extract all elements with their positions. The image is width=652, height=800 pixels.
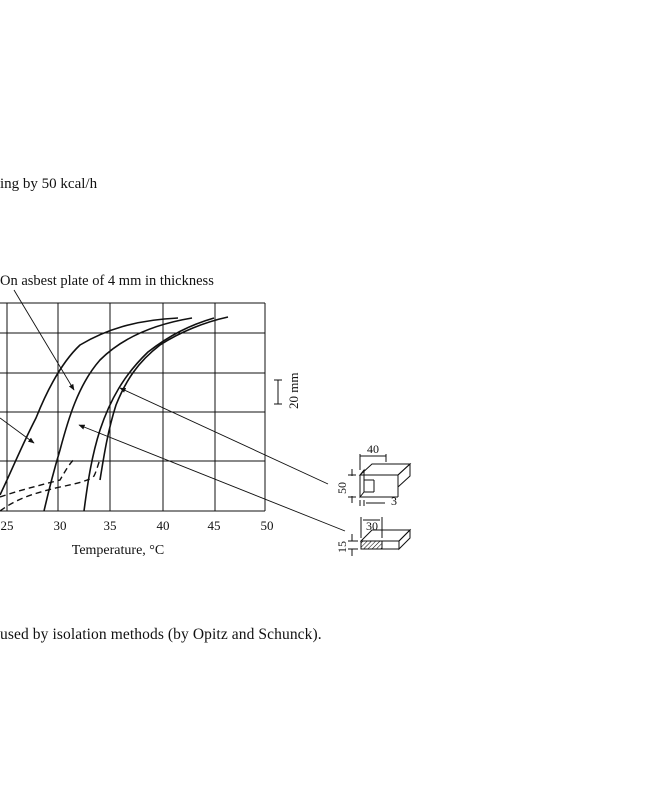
channel-profile-sketch — [348, 454, 410, 506]
channel-width-label: 40 — [367, 442, 379, 456]
plate-profile-sketch — [348, 517, 410, 556]
scale-bar-label: 20 mm — [286, 372, 301, 409]
x-tick-label: 25 — [0, 518, 14, 533]
plate-width-label: 30 — [366, 519, 378, 533]
channel-height-label: 50 — [335, 482, 349, 494]
channel-wall-label: 3 — [391, 494, 397, 508]
plate-profile-leader — [79, 425, 345, 531]
plate-thickness-label: 15 — [335, 541, 349, 553]
figure-caption: used by isolation methods (by Opitz and Schunck). — [0, 626, 322, 643]
asbestos-annotation: On asbest plate of 4 mm in thickness — [0, 273, 214, 289]
x-tick-label: 35 — [103, 518, 117, 533]
annotation-leader — [14, 290, 74, 390]
x-tick-label: 50 — [260, 518, 274, 533]
curve-asbestos — [0, 318, 178, 495]
curve-dashed-1 — [0, 458, 76, 497]
curve-channel-b — [84, 318, 214, 511]
x-tick-label: 30 — [53, 518, 67, 533]
x-tick-label: 45 — [207, 518, 221, 533]
curve-channel-a — [44, 318, 192, 511]
x-axis-title: Temperature, °C — [71, 543, 165, 558]
scale-bar — [274, 380, 282, 404]
heading-fragment: ing by 50 kcal/h — [0, 176, 98, 192]
x-tick-label: 40 — [156, 518, 170, 533]
